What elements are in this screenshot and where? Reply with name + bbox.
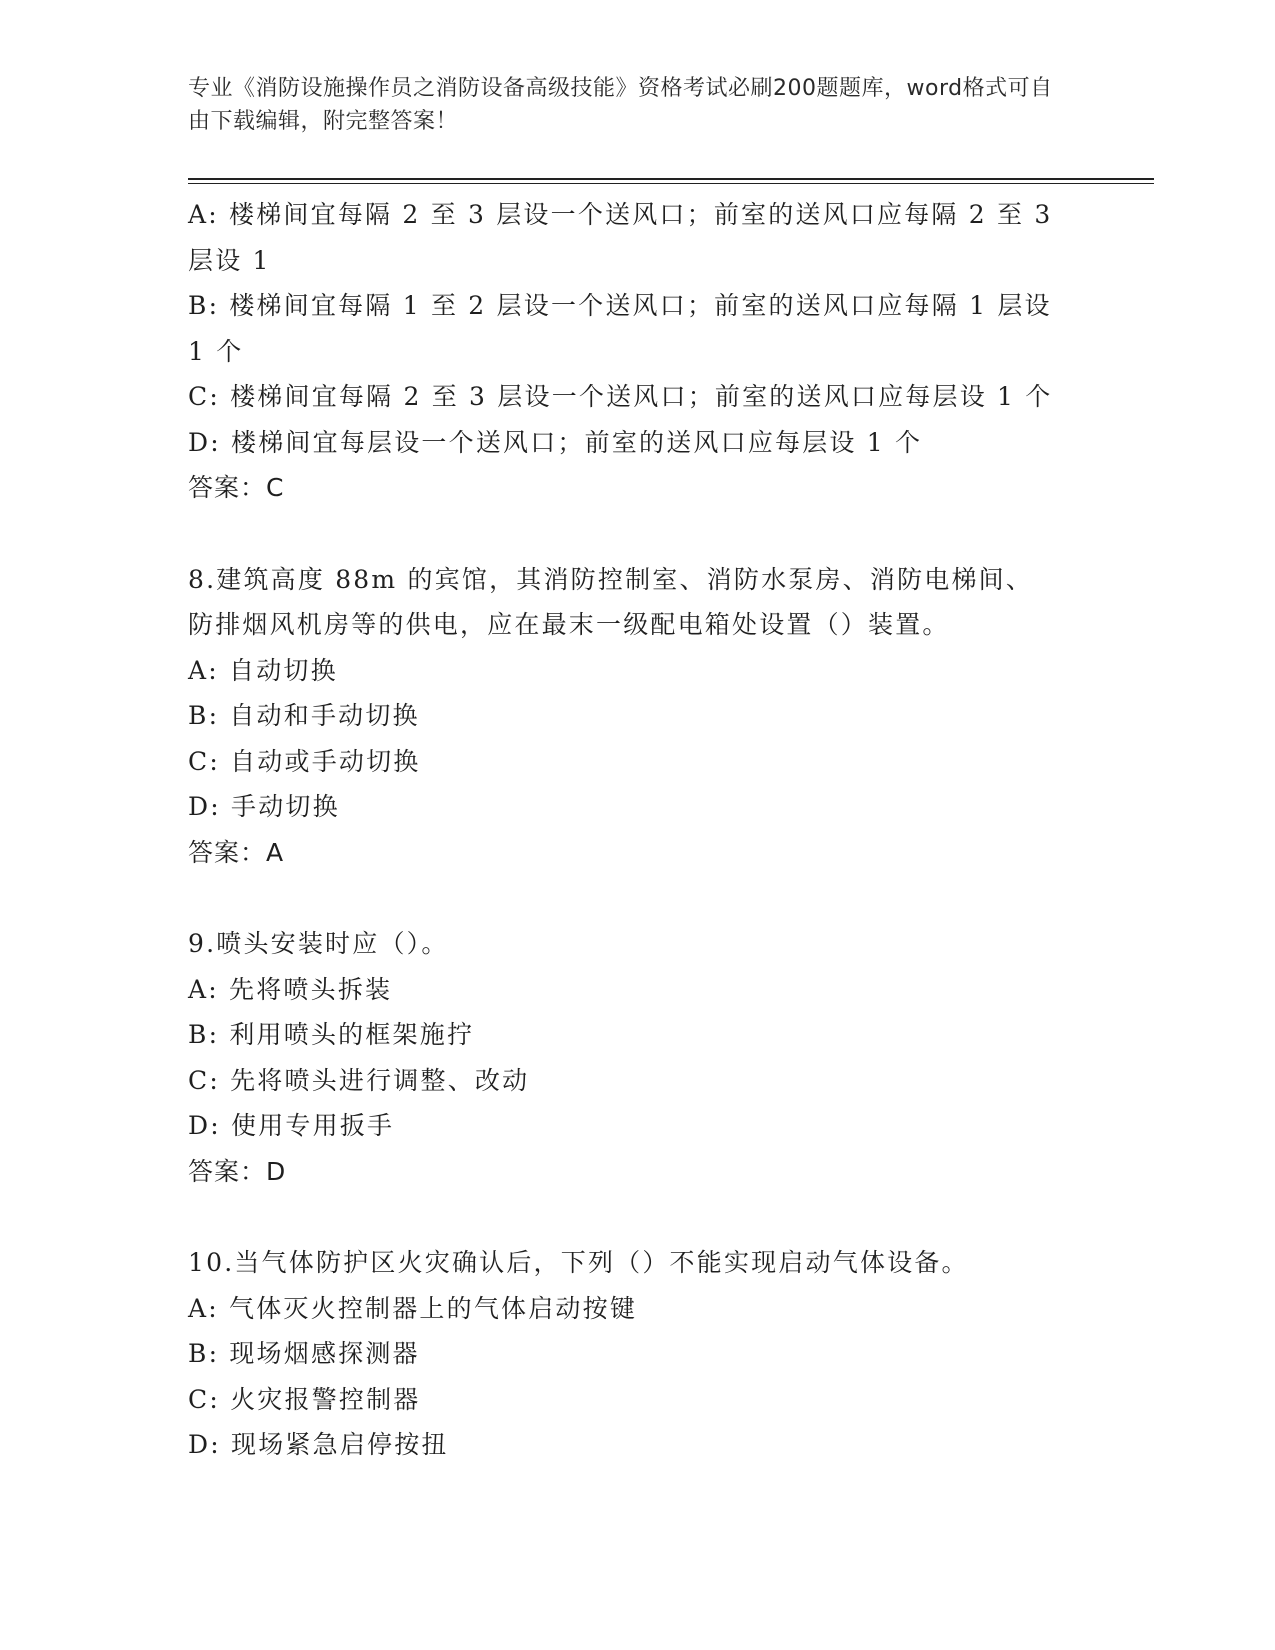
spacer <box>188 511 1088 557</box>
option-d: D: 现场紧急启停按扭 <box>188 1430 449 1459</box>
question-9 <box>188 921 1088 1194</box>
answer: 答案：A <box>188 837 285 867</box>
question-stem-continued: 防排烟风机房等的供电，应在最末一级配电箱处设置（）装置。 <box>188 610 950 639</box>
header-rule-thin <box>188 183 1154 184</box>
question-stem: 8.建筑高度 88m 的宾馆，其消防控制室、消防水泵房、消防电梯间、 <box>188 564 1034 594</box>
option-c: C: 火灾报警控制器 <box>188 1384 421 1414</box>
answer: 答案：C <box>188 473 285 502</box>
header-rule-thick <box>188 178 1154 180</box>
option-c: C: 楼梯间宜每隔 2 至 3 层设一个送风口；前室的送风口应每层设 1 个 <box>188 382 1053 411</box>
option-b: B: 自动和手动切换 <box>188 701 420 730</box>
question-7 <box>188 192 1088 511</box>
spacer <box>188 1194 1088 1240</box>
spacer <box>188 875 1088 921</box>
option-b: B: 楼梯间宜每隔 1 至 2 层设一个送风口；前室的送风口应每隔 1 层设 <box>188 291 1052 320</box>
document-header: 专业《消防设施操作员之消防设备高级技能》资格考试必刷200题题库，word格式可自由下载编辑，附完整答案！ <box>188 76 1053 134</box>
question-content <box>188 192 1088 1468</box>
option-b-continued: 1 个 <box>188 336 244 366</box>
option-c: C: 先将喷头进行调整、改动 <box>188 1065 530 1095</box>
question-stem: 9.喷头安装时应（）。 <box>188 929 449 958</box>
option-a: A: 楼梯间宜每隔 2 至 3 层设一个送风口；前室的送风口应每隔 2 至 3 <box>188 200 1053 229</box>
option-d: D: 使用专用扳手 <box>188 1111 395 1140</box>
option-d: D: 手动切换 <box>188 792 340 821</box>
question-stem: 10.当气体防护区火灾确认后，下列（）不能实现启动气体设备。 <box>188 1248 969 1277</box>
answer: 答案：D <box>188 1156 287 1186</box>
option-b: B: 利用喷头的框架施拧 <box>188 1020 475 1049</box>
option-a-continued: 层设 1 <box>188 245 271 275</box>
option-a: A: 先将喷头拆装 <box>188 974 393 1004</box>
option-a: A: 自动切换 <box>188 655 338 685</box>
question-10 <box>188 1240 1088 1468</box>
question-8 <box>188 557 1088 876</box>
option-a: A: 气体灭火控制器上的气体启动按键 <box>188 1293 638 1323</box>
option-c: C: 自动或手动切换 <box>188 746 421 776</box>
option-b: B: 现场烟感探测器 <box>188 1339 420 1368</box>
option-d: D: 楼梯间宜每层设一个送风口；前室的送风口应每层设 1 个 <box>188 427 923 457</box>
